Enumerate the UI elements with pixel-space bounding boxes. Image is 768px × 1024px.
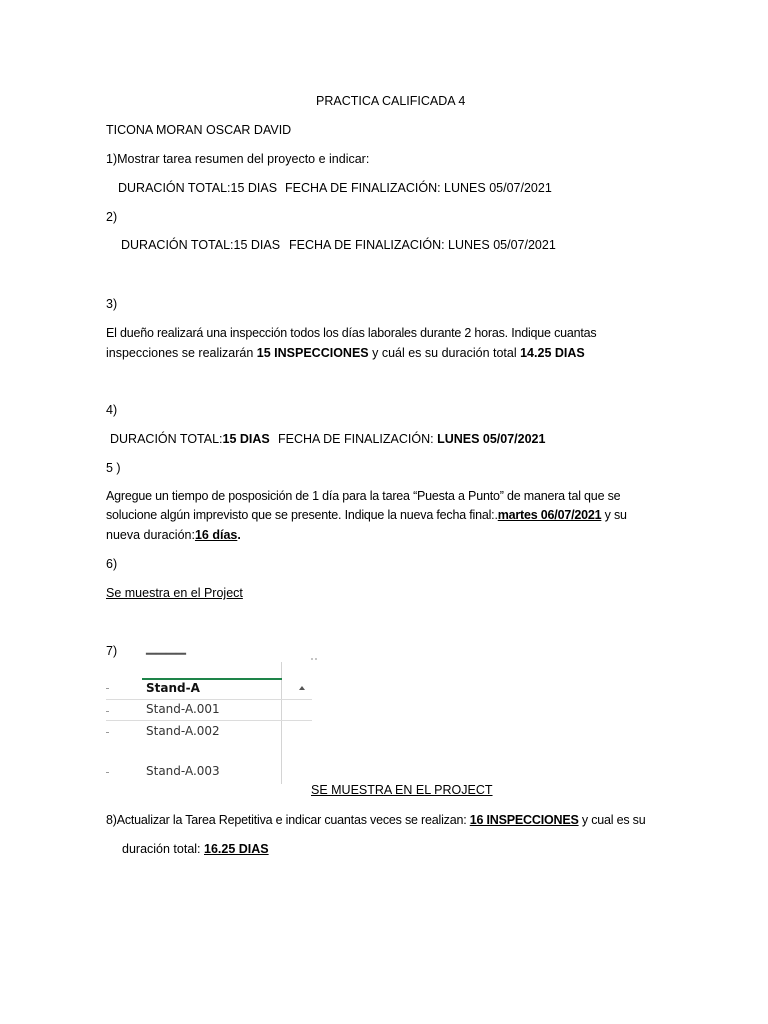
- q6-text: Se muestra en el Project: [106, 586, 243, 600]
- triangle-icon: [299, 686, 305, 690]
- q5-line-1: Agregue un tiempo de posposición de 1 día para la tarea “Puesta a Punto” de manera tal que se: [106, 489, 621, 503]
- q7-note: SE MUESTRA EN EL PROJECT: [311, 783, 493, 797]
- question-4-number: 4): [106, 403, 118, 417]
- q8-line-1: [106, 813, 645, 828]
- row-marker: [106, 732, 109, 733]
- row-divider: [106, 720, 312, 721]
- row-marker: [106, 711, 109, 712]
- page-title: PRACTICA CALIFICADA 4: [316, 94, 466, 108]
- q5-new-duration: 16 días: [194, 528, 238, 542]
- q8-text-d: duración total:: [122, 842, 204, 856]
- q3-line-2: [106, 346, 585, 361]
- q1-duration: DURACIÓN TOTAL:15 DIAS: [118, 181, 278, 195]
- q5-text-c: y su: [601, 508, 627, 522]
- q5-line-3: [106, 528, 241, 543]
- q4-duration-label: DURACIÓN TOTAL:: [110, 432, 223, 446]
- q4-finish: [278, 432, 545, 447]
- q3-line-1: El dueño realizará una inspección todos los días laborales durante 2 horas. Indique cuantas: [106, 326, 597, 340]
- q4-finish-label: FECHA DE FINALIZACIÓN:: [278, 432, 438, 446]
- q2-duration: DURACIÓN TOTAL:15 DIAS: [121, 238, 281, 252]
- row-marker: [106, 772, 109, 773]
- q5-period: .: [237, 528, 241, 542]
- selection-border: [142, 678, 282, 680]
- sheet-cell-stand-a: Stand-A: [146, 681, 200, 695]
- cropped-header-text: ▔▔▔▔: [146, 653, 186, 668]
- q1-finish-date: FECHA DE FINALIZACIÓN: LUNES 05/07/2021: [285, 181, 552, 195]
- question-6-number: 6): [106, 557, 118, 571]
- spreadsheet-screenshot: [106, 653, 318, 784]
- question-5-number: 5 ): [106, 461, 121, 475]
- q4-duration: [110, 432, 270, 447]
- author-name: TICONA MORAN OSCAR DAVID: [106, 123, 292, 137]
- sheet-cell-stand-a-001: Stand-A.001: [146, 702, 220, 716]
- q5-new-finish-date: martes 06/07/2021: [497, 508, 602, 522]
- q8-line-2: [122, 842, 269, 857]
- q5-text-d: nueva duración:: [106, 528, 195, 542]
- question-2-number: 2): [106, 210, 118, 224]
- q8-text-c: y cual es su: [578, 813, 646, 827]
- q3-inspections-count: 15 INSPECCIONES: [256, 346, 369, 360]
- cropped-header-marker: ˈˈ: [310, 656, 318, 670]
- question-3-number: 3): [106, 297, 118, 311]
- q4-duration-value: 15 DIAS: [222, 432, 270, 446]
- sheet-cell-stand-a-002: Stand-A.002: [146, 724, 220, 738]
- q5-line-2: [106, 508, 627, 523]
- q8-text-a: 8)Actualizar la Tarea Repetitiva e indicar cuantas veces se realizan:: [106, 813, 470, 827]
- q3-total-duration: 14.25 DIAS: [520, 346, 585, 360]
- row-marker: [106, 688, 109, 689]
- q4-finish-value: LUNES 05/07/2021: [437, 432, 546, 446]
- q3-text-c: y cuál es su duración total: [368, 346, 521, 360]
- q8-inspections-count: 16 INSPECCIONES: [469, 813, 579, 827]
- question-1-text: 1)Mostrar tarea resumen del proyecto e indicar:: [106, 152, 370, 166]
- q2-finish-date: FECHA DE FINALIZACIÓN: LUNES 05/07/2021: [289, 238, 556, 252]
- column-divider: [281, 662, 282, 784]
- q5-text-a: solucione algún imprevisto que se presente. Indique la nueva fecha final:.: [106, 508, 498, 522]
- q3-text-a: inspecciones se realizarán: [106, 346, 257, 360]
- q8-total-duration: 16.25 DIAS: [204, 842, 269, 856]
- row-divider: [106, 699, 312, 700]
- question-7-number: 7): [106, 644, 118, 658]
- sheet-cell-stand-a-003: Stand-A.003: [146, 764, 220, 778]
